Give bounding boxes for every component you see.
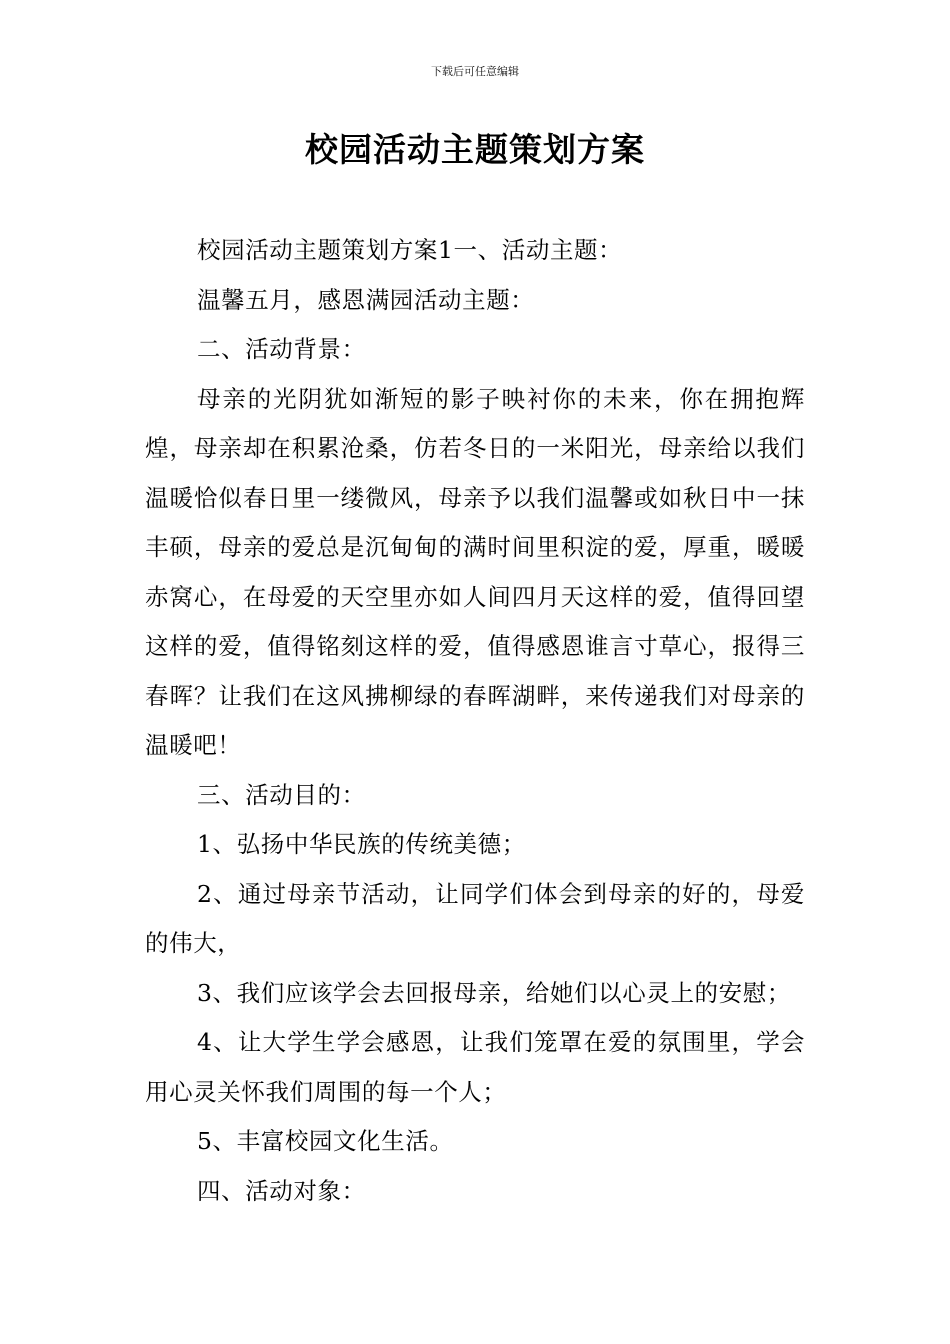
paragraph-section-one-theme: 校园活动主题策划方案1一、活动主题： [197,236,623,264]
paragraph-section-two-heading: 二、活动背景： [197,335,366,363]
paragraph-theme-text: 温馨五月，感恩满园活动主题： [197,285,535,314]
list-item-goal-4: 4、让大学生学会感恩，让我们笼罩在爱的氛围里，学会用心灵关怀我们周围的每一个人； [145,1028,805,1106]
list-item-goal-2: 2、通过母亲节活动，让同学们体会到母亲的好的，母爱的伟大， [145,879,805,957]
header-note: 下载后可任意编辑 [431,65,519,78]
paragraph-section-four-heading: 四、活动对象： [197,1176,366,1205]
paragraph-background-text: 母亲的光阴犹如渐短的影子映衬你的未来，你在拥抱辉煌，母亲却在积累沧桑，仿若冬日的一米阳光，母亲给以我们温暖恰似春日里一缕微风，母亲予以我们温馨或如秋日中一抹丰硕，母亲的爱总是沉甸甸的满时间里积淀的爱，厚重，暖暖赤窝心，在母爱的天空里亦如人间四月天这样的爱，值得回望这样的爱，值得铭刻这样的爱，值得感恩谁言寸草心，报得三春晖？让我们在这风拂柳绿的春晖湖畔，来传递我们对母亲的温暖吧！ [145,384,805,759]
list-item-goal-1: 1、弘扬中华民族的传统美德； [197,830,526,858]
list-item-goal-3: 3、我们应该学会去回报母亲，给她们以心灵上的安慰； [197,978,791,1007]
list-item-goal-5: 5、丰富校园文化生活。 [197,1127,454,1155]
document-title: 校园活动主题策划方案 [305,130,645,169]
paragraph-section-three-heading: 三、活动目的： [197,780,366,809]
document-body [145,226,805,1216]
